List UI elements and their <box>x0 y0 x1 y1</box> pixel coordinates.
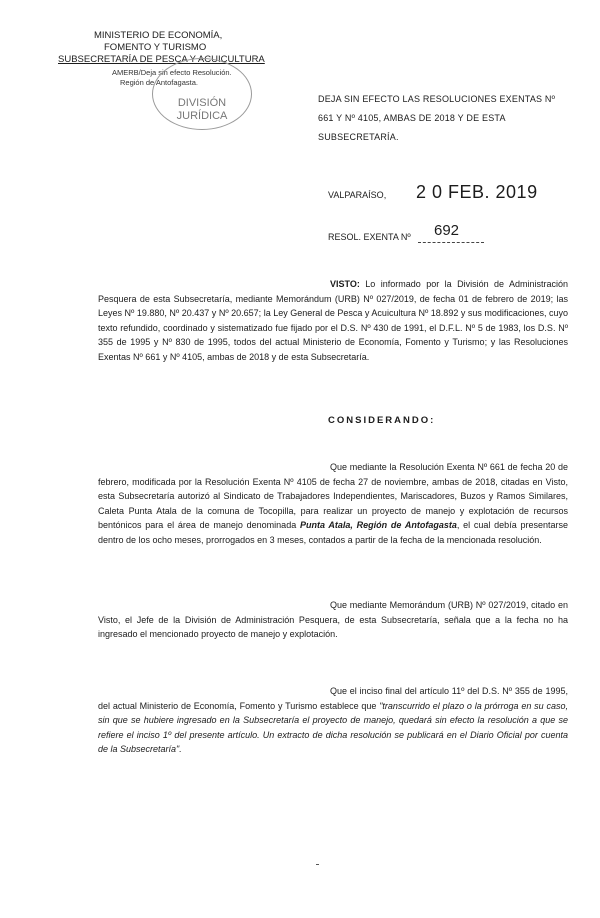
considerando-paragraph-2 <box>98 598 568 642</box>
reference-line2: Región de Antofagasta. <box>120 78 198 87</box>
visto-section <box>98 277 568 365</box>
stamp-line1: DIVISIÓN <box>177 97 227 109</box>
visto-text: Lo informado por la División de Administración Pesquera de esta Subsecretaría, mediante Memorándum (URB) Nº 027/2019, de fecha 01 de febrero de 2019; las Leyes Nº 19.880, Nº 20.437 y Nº 20.657; la Ley General de Pesca y Acuicultura Nº 18.892 y sus modificaciones, cuyo texto refundido, coordinado y sistematizado fue fijado por el D.S. Nº 430 de 1991, el D.F.L. Nº 5 de 1983, los D.S. Nº 355 de 1995 y Nº 830 de 1995, todos del actual Ministerio de Economía, Fomento y Turismo; y las Resoluciones Exentas Nº 661 y Nº 4105, ambas de 2018 y de esta Subsecretaría. <box>98 279 568 362</box>
considerando-paragraph-3 <box>98 684 568 757</box>
visto-paragraph <box>98 277 568 365</box>
visto-label: VISTO: <box>330 279 360 289</box>
p1-place-name: Punta Atala, Región de Antofagasta <box>299 520 457 531</box>
resolution-label: RESOL. EXENTA Nº <box>328 232 411 242</box>
subsecretaria-name: SUBSECRETARÍA DE PESCA Y ACUICULTURA <box>58 54 265 65</box>
page-mark <box>316 864 319 865</box>
resolution-number-line <box>418 242 484 243</box>
p1-text-c: , el cual debía presentarse dentro de los ocho meses, prorrogados en 3 meses, contados a partir de la fecha de la mencionada resolución. <box>98 520 568 545</box>
p2-text: Que mediante Memorándum (URB) Nº 027/2019, citado en Visto, el Jefe de la División de Administración Pesquera, de esta Subsecretaría, señala que a la fecha no ha ingresado el mencionado proyecto de manejo y explotación. <box>98 600 568 640</box>
p3-text-a: Que el inciso final del artículo 11º del D.S. Nº 355 de 1995, del actual Ministerio de Economía, Fomento y Turismo establece que <box>98 686 568 711</box>
considerando-heading: CONSIDERANDO: <box>328 415 436 426</box>
p1-text-a: Que mediante la Resolución Exenta Nº 661 de fecha 20 de febrero, modificada por la Resolución Exenta Nº 4105 de fecha 27 de noviembre, ambas de 2018, citadas en Visto, esta Subsecretaría autorizó al Sindicato de Trabajadores Independientes, Mariscadores, Buzos y Ramos Similares, Caleta Punta Atala de la comuna de Tocopilla, para realizar un proyecto de manejo y explotación de recursos bentónicos para el área de manejo denominada <box>98 462 568 531</box>
ministry-name-line2: FOMENTO Y TURISMO <box>104 42 207 53</box>
ministry-name-line1: MINISTERIO DE ECONOMÍA, <box>94 30 223 41</box>
dateline-date: 2 0 FEB. 2019 <box>416 182 538 202</box>
resolution-subject: DEJA SIN EFECTO LAS RESOLUCIONES EXENTAS Nº 661 Y Nº 4105, AMBAS DE 2018 Y DE ESTA SUBSECRETARÍA. <box>318 94 556 142</box>
stamp-line2: JURÍDICA <box>176 110 228 122</box>
resolution-number: 692 <box>434 222 460 239</box>
division-juridica-stamp <box>152 58 252 130</box>
p3-quote: "transcurrido el plazo o la prórroga en su caso, sin que se hubiere ingresado en la Subsecretaría el proyecto de manejo, quedará sin efecto la resolución a que se refiere el inciso 1º del presente artículo. Un extracto de dicha resolución se publicará en el Diario Oficial por cuenta de la Subsecretaría". <box>98 700 568 755</box>
considerando-paragraph-1 <box>98 460 568 548</box>
dateline-place: VALPARAÍSO, <box>328 190 387 200</box>
reference-line1: AMERB/Deja sin efecto Resolución. <box>112 68 232 77</box>
